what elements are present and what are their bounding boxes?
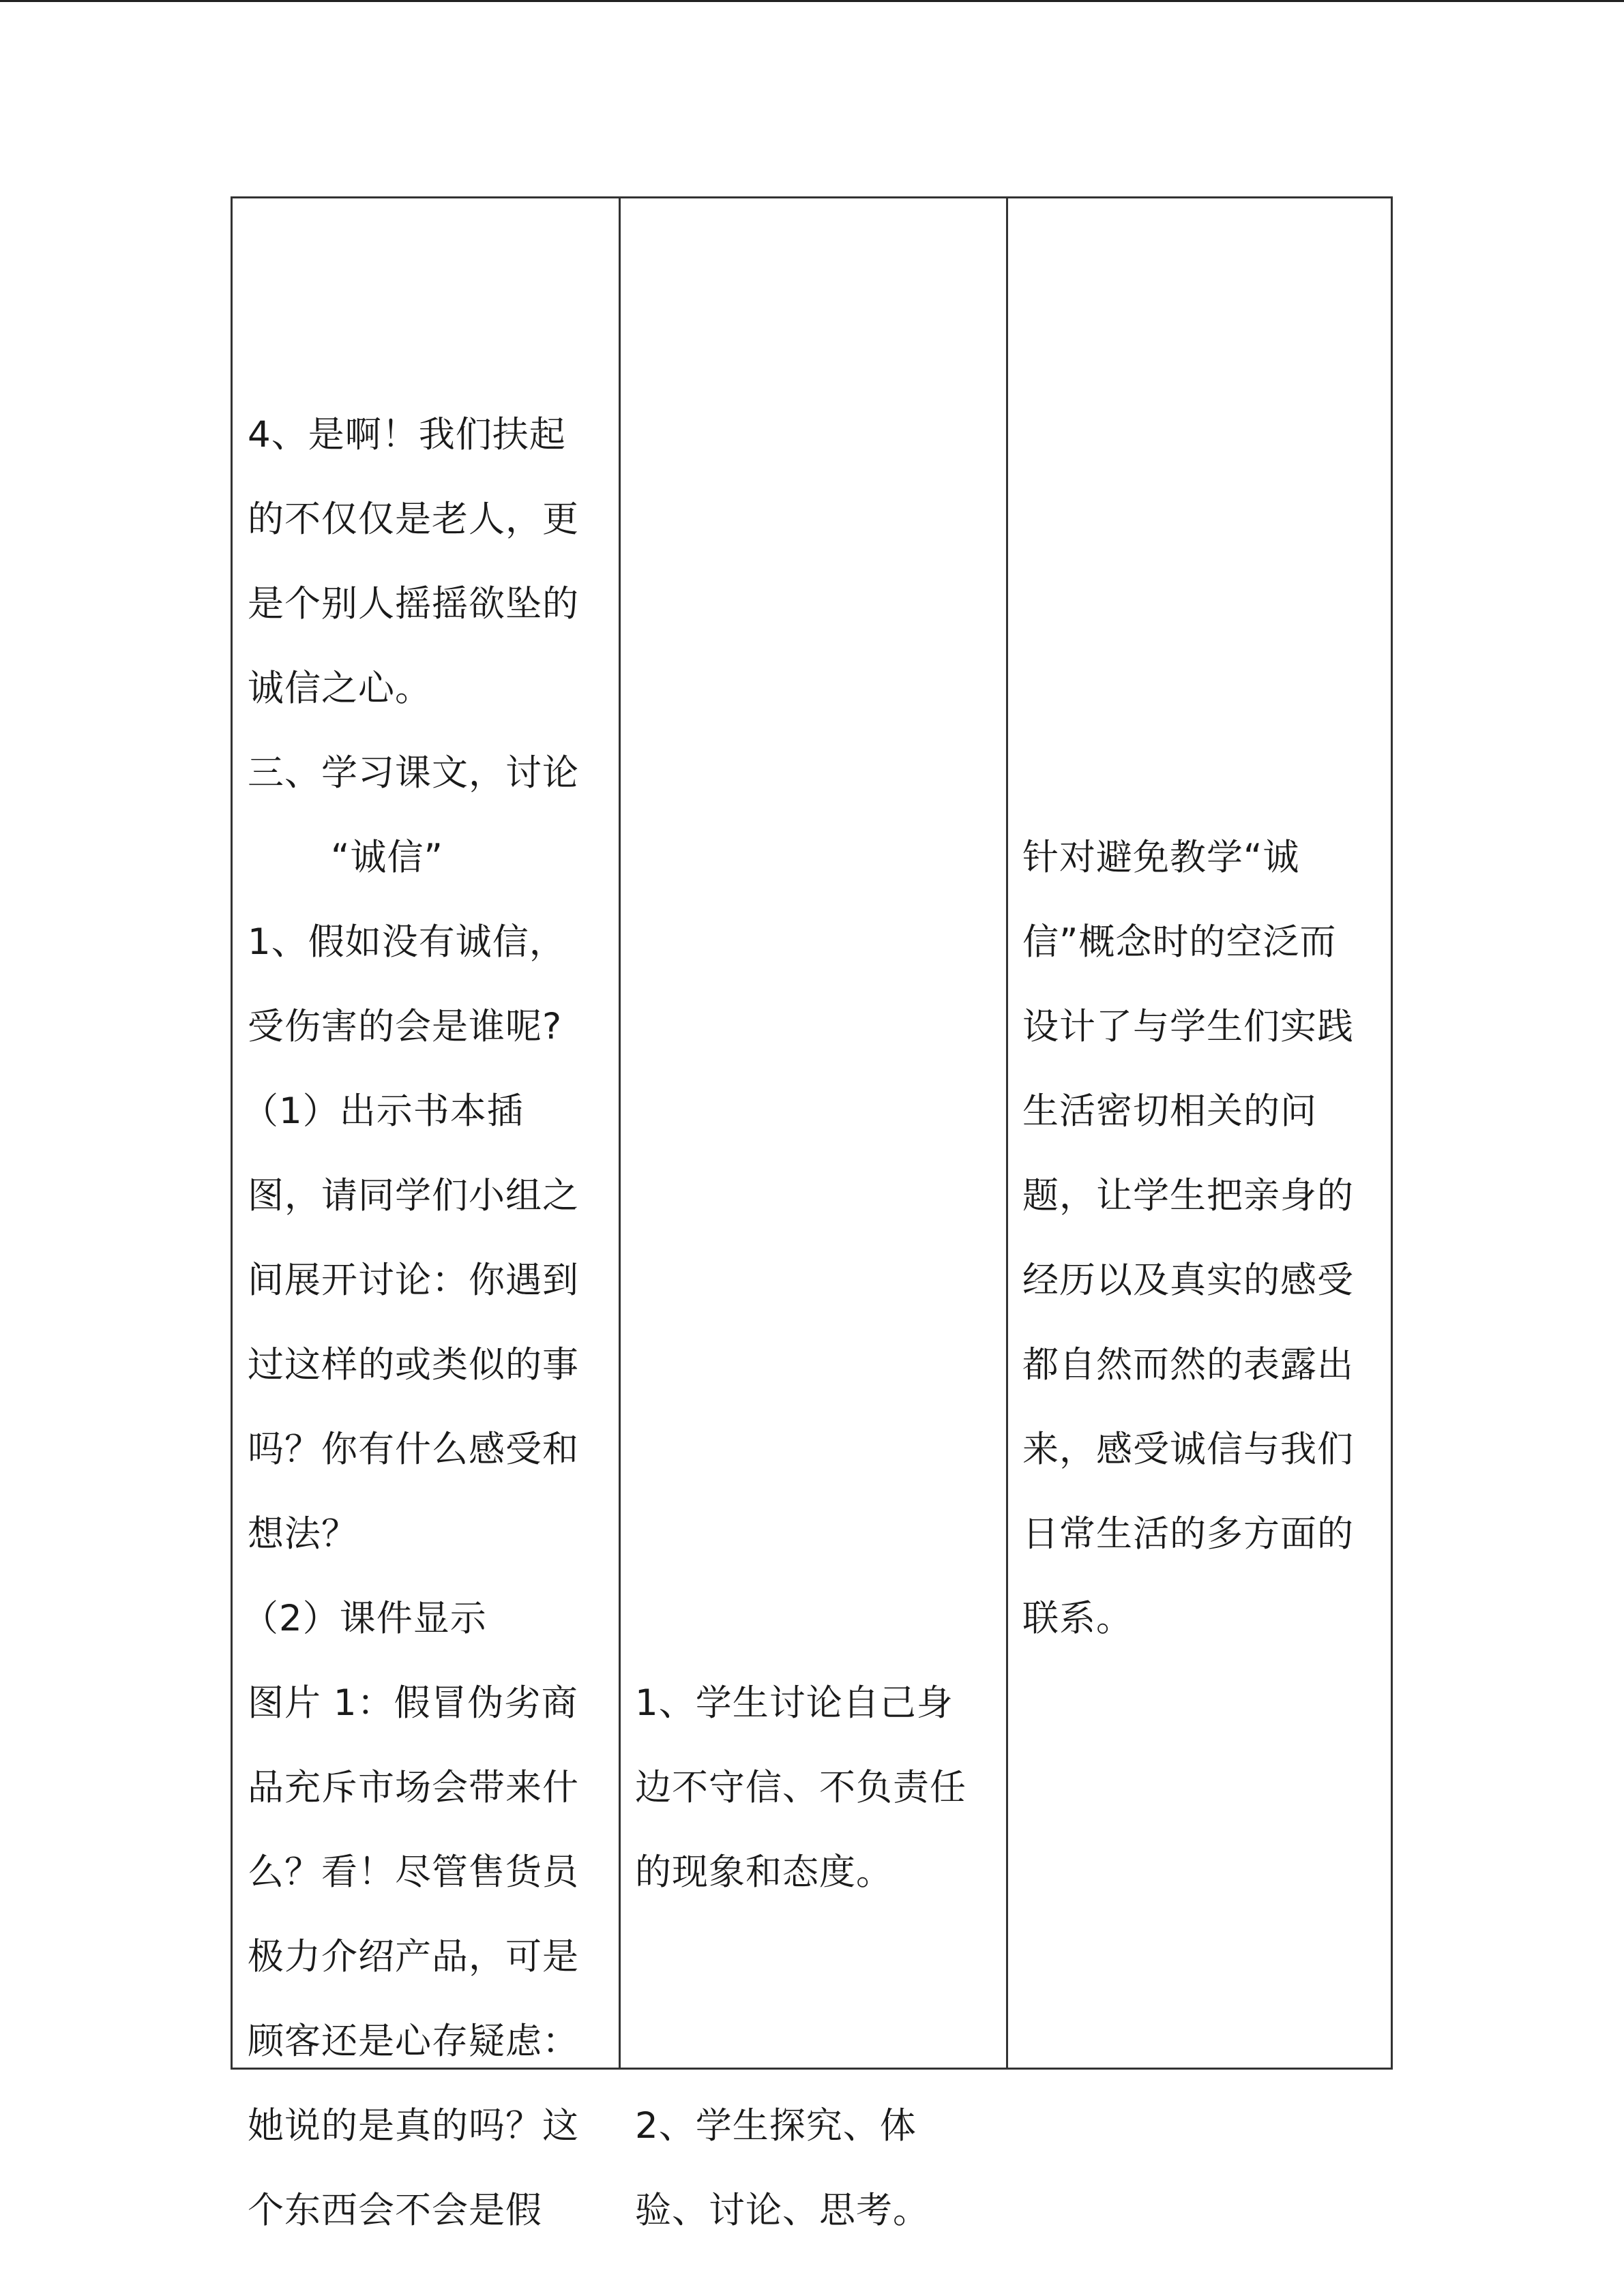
text-line: 经历以及真实的感受 xyxy=(1022,1259,1354,1301)
text-line: “诚信” xyxy=(331,837,443,878)
text-line: 的现象和态度。 xyxy=(635,1851,893,1893)
text-line: （2）课件显示 xyxy=(242,1598,487,1639)
teaching-process-cell xyxy=(248,393,566,477)
text-line: 1、学生讨论自己身 xyxy=(635,1682,954,1724)
teaching-process-line xyxy=(242,1577,487,1661)
teaching-process-line xyxy=(248,1492,358,1577)
text-line: 边不守信、不负责任 xyxy=(635,1767,966,1808)
text-line: 顾客还是心存疑虑： xyxy=(248,2021,579,2062)
text-line: 4、是啊！我们扶起 xyxy=(248,414,566,456)
text-line: 过这样的或类似的事 xyxy=(248,1344,579,1386)
text-line: 诚信之心。 xyxy=(248,668,432,709)
text-line: 信”概念时的空泛而 xyxy=(1022,921,1337,963)
text-line: 个东西会不会是假 xyxy=(248,2190,542,2231)
teaching-process-line xyxy=(248,562,579,646)
text-line: 2、学生探究、体 xyxy=(635,2105,917,2147)
text-line: 的不仅仅是老人，更 xyxy=(248,498,579,540)
student-activity-line xyxy=(635,1661,954,1746)
page-top-border xyxy=(0,0,1624,2)
text-line: 受伤害的会是谁呢? xyxy=(248,1006,563,1047)
column-divider xyxy=(619,198,621,2068)
text-line: 图片 1：假冒伪劣商 xyxy=(248,1682,578,1724)
student-activity-line xyxy=(635,2168,930,2253)
design-intent-line xyxy=(1022,1323,1354,1407)
teaching-process-line xyxy=(248,1746,579,1830)
text-line: 针对避免教学“诚 xyxy=(1022,837,1300,878)
column-divider xyxy=(1006,198,1008,2068)
teaching-process-line xyxy=(248,900,566,985)
design-intent-line xyxy=(1022,900,1336,985)
text-line: 间展开讨论：你遇到 xyxy=(248,1259,579,1301)
design-intent-line xyxy=(1022,985,1354,1069)
teaching-process-line xyxy=(248,1238,579,1323)
text-line: 联系。 xyxy=(1022,1598,1133,1639)
teaching-process-line xyxy=(248,1999,579,2084)
text-line: 1、假如没有诚信， xyxy=(248,921,566,963)
teaching-process-line xyxy=(242,1069,524,1154)
text-line: 她说的是真的吗？这 xyxy=(248,2105,579,2147)
teaching-process-line xyxy=(248,985,562,1069)
design-intent-line xyxy=(1022,1069,1317,1154)
text-line: 设计了与学生们实践 xyxy=(1022,1006,1354,1047)
text-line: 吗？你有什么感受和 xyxy=(248,1429,579,1470)
design-intent-line xyxy=(1022,1577,1133,1661)
lesson-plan-table xyxy=(231,196,1393,2231)
text-line: 品充斥市场会带来什 xyxy=(248,1767,579,1808)
text-line: 想法？ xyxy=(248,1513,358,1555)
teaching-process-line xyxy=(248,477,579,562)
student-activity-line xyxy=(635,2084,917,2168)
teaching-process-line xyxy=(248,1154,579,1238)
design-intent-line xyxy=(1022,1238,1354,1323)
student-activity-line xyxy=(635,1830,893,1915)
teaching-process-line xyxy=(248,1323,579,1407)
design-intent-line xyxy=(1022,1407,1354,1492)
text-line: 日常生活的多方面的 xyxy=(1022,1513,1354,1555)
text-line: 三、学习课文，讨论 xyxy=(248,752,579,794)
section-heading-quote xyxy=(248,816,443,900)
teaching-process-line xyxy=(248,1661,578,1746)
design-intent-line xyxy=(1022,1492,1354,1577)
student-activity-line xyxy=(635,1746,966,1830)
text-line: 题，让学生把亲身的 xyxy=(1022,1175,1354,1217)
text-line: （1）出示书本插 xyxy=(242,1090,524,1132)
teaching-process-line xyxy=(248,1407,579,1492)
design-intent-line xyxy=(1022,1154,1354,1238)
teaching-process-line xyxy=(248,646,432,731)
teaching-process-line xyxy=(248,2084,579,2168)
text-line: 来，感受诚信与我们 xyxy=(1022,1429,1354,1470)
teaching-process-line xyxy=(248,1830,579,1915)
text-line: 生活密切相关的问 xyxy=(1022,1090,1317,1132)
text-line: 是个别人摇摇欲坠的 xyxy=(248,583,579,625)
teaching-process-line xyxy=(248,2168,542,2253)
text-line: 图，请同学们小组之 xyxy=(248,1175,579,1217)
text-line: 极力介绍产品，可是 xyxy=(248,1936,579,1978)
text-line: 都自然而然的表露出 xyxy=(1022,1344,1354,1386)
teaching-process-line xyxy=(248,1915,579,1999)
design-intent-line xyxy=(1022,816,1299,900)
text-line: 验、讨论、思考。 xyxy=(635,2190,930,2231)
text-line: 么？看！尽管售货员 xyxy=(248,1851,579,1893)
section-heading xyxy=(248,731,579,816)
